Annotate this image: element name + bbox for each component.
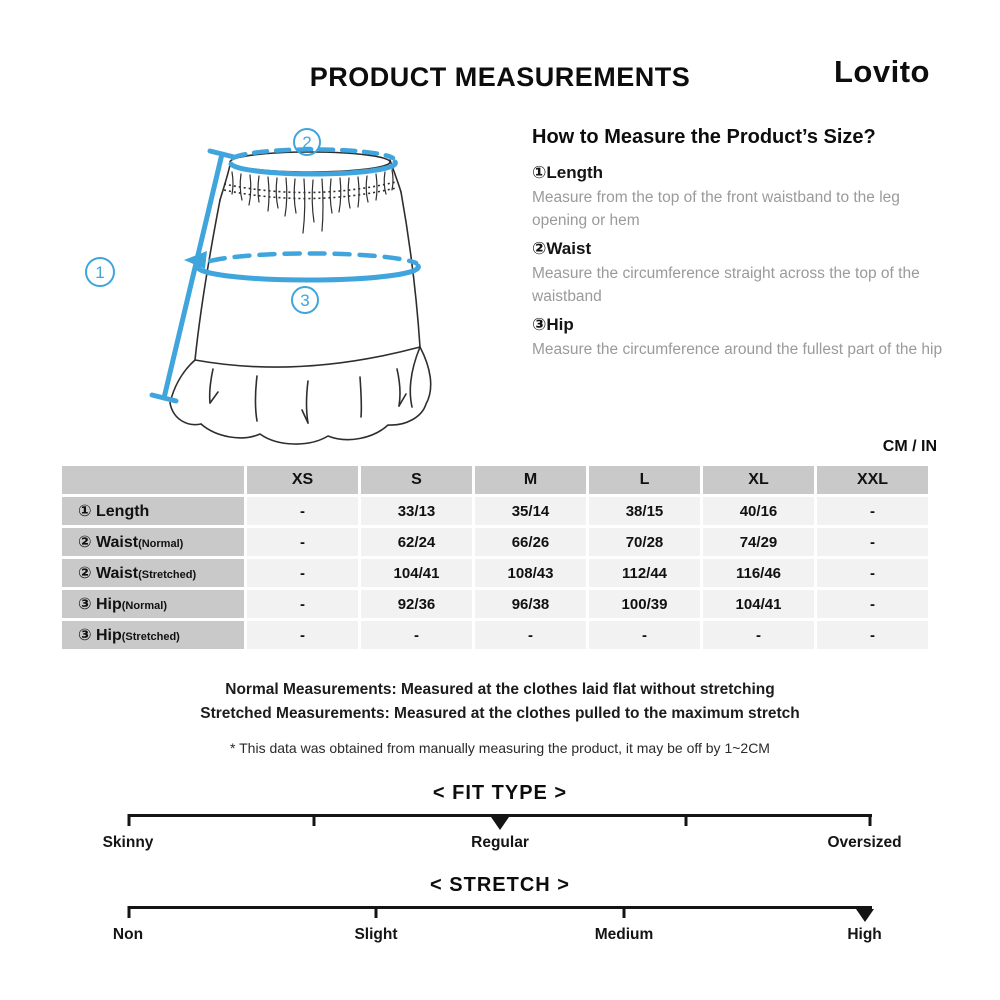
row-label: ① Length: [62, 497, 244, 525]
length-marker: 1: [95, 263, 105, 282]
table-row-length: [62, 497, 928, 525]
fit-tick-start: [128, 814, 131, 826]
product-diagram: [60, 120, 500, 460]
fit-tick-quarter: [313, 814, 316, 826]
howto-section: [532, 126, 956, 361]
cell: 116/46: [703, 559, 814, 587]
fit-label-regular: Regular: [471, 834, 529, 851]
cell: -: [589, 621, 700, 649]
col-header-xxl: XXL: [817, 466, 928, 494]
cell: -: [817, 497, 928, 525]
row-label: ③ Hip(Stretched): [62, 621, 244, 649]
col-header-l: L: [589, 466, 700, 494]
brand-logo: Lovito: [834, 54, 930, 89]
col-header-m: M: [475, 466, 586, 494]
col-header-xl: XL: [703, 466, 814, 494]
cell: -: [817, 590, 928, 618]
note-stretched: Stretched Measurements: Measured at the clothes pulled to the maximum stretch: [200, 705, 800, 722]
note-normal: Normal Measurements: Measured at the clothes laid flat without stretching: [225, 681, 775, 698]
howto-desc-hip: Measure the circumference around the fullest part of the hip: [532, 340, 943, 358]
fit-type-title: < FIT TYPE >: [432, 782, 568, 804]
fit-type-scale: [102, 814, 902, 854]
cell: -: [817, 621, 928, 649]
stretch-label-medium: Medium: [594, 926, 654, 943]
cell: 62/24: [361, 528, 472, 556]
howto-term-waist: ②Waist: [532, 239, 592, 259]
howto-desc-waist: Measure the circumference straight across the top of the waistband: [532, 264, 920, 306]
cell: -: [247, 497, 358, 525]
cell: 108/43: [475, 559, 586, 587]
row-label: ② Waist(Normal): [62, 528, 244, 556]
stretch-title: < STRETCH >: [430, 874, 570, 896]
col-header-xs: XS: [247, 466, 358, 494]
cell: 104/41: [703, 590, 814, 618]
skirt-diagram: [60, 120, 500, 460]
stretch-label-non: Non: [112, 926, 144, 943]
fit-tick-end: [869, 814, 872, 826]
cell: 33/13: [361, 497, 472, 525]
row-label: ② Waist(Stretched): [62, 559, 244, 587]
stretch-scale-line: [128, 906, 872, 909]
stretch-marker-icon: [856, 909, 874, 922]
size-table: [59, 463, 931, 652]
table-row-waist-normal: [62, 528, 928, 556]
cell: -: [361, 621, 472, 649]
cell: -: [247, 590, 358, 618]
cell: 104/41: [361, 559, 472, 587]
col-header-s: S: [361, 466, 472, 494]
cell: 96/38: [475, 590, 586, 618]
cell: -: [247, 559, 358, 587]
table-row-hip-stretched: [62, 621, 928, 649]
note-disclaimer: * This data was obtained from manually measuring the product, it may be off by 1~2CM: [230, 740, 770, 756]
cell: -: [703, 621, 814, 649]
cell: -: [817, 559, 928, 587]
table-row-waist-stretched: [62, 559, 928, 587]
howto-term-hip: ③Hip: [532, 315, 574, 335]
howto-term-length: ①Length: [532, 163, 604, 182]
cell: 92/36: [361, 590, 472, 618]
waist-marker: 2: [302, 133, 312, 152]
stretch-scale: [112, 906, 882, 946]
cell: -: [817, 528, 928, 556]
fit-label-skinny: Skinny: [102, 834, 154, 851]
cell: 112/44: [589, 559, 700, 587]
row-label: ③ Hip(Normal): [62, 590, 244, 618]
waistband-gathers: [232, 170, 393, 233]
stretch-tick-start: [128, 906, 131, 918]
fit-marker-icon: [491, 817, 509, 830]
cell: 35/14: [475, 497, 586, 525]
cell: -: [247, 528, 358, 556]
howto-title: How to Measure the Product’s Size?: [532, 126, 876, 148]
cell: 70/28: [589, 528, 700, 556]
cell: 74/29: [703, 528, 814, 556]
cell: 100/39: [589, 590, 700, 618]
table-row-hip-normal: [62, 590, 928, 618]
cell: 40/16: [703, 497, 814, 525]
diagram-markers: [86, 129, 320, 313]
cell: 66/26: [475, 528, 586, 556]
howto-desc-length: Measure from the top of the front waistband to the leg opening or hem: [532, 188, 900, 229]
fit-label-oversized: Oversized: [827, 834, 902, 851]
fit-tick-threequarter: [685, 814, 688, 826]
hip-measure-line: [198, 253, 418, 280]
size-table-header-row: [62, 466, 928, 494]
stretch-tick-third: [374, 906, 377, 918]
size-table-corner-cell: [62, 466, 244, 494]
cell: 38/15: [589, 497, 700, 525]
cell: -: [247, 621, 358, 649]
stretch-tick-twothird: [623, 906, 626, 918]
cell: -: [475, 621, 586, 649]
unit-label: CM / IN: [882, 438, 937, 455]
page-title: PRODUCT MEASUREMENTS: [309, 62, 691, 92]
hip-marker: 3: [300, 291, 310, 310]
stretch-label-high: High: [847, 926, 882, 943]
stretch-label-slight: Slight: [354, 926, 398, 943]
